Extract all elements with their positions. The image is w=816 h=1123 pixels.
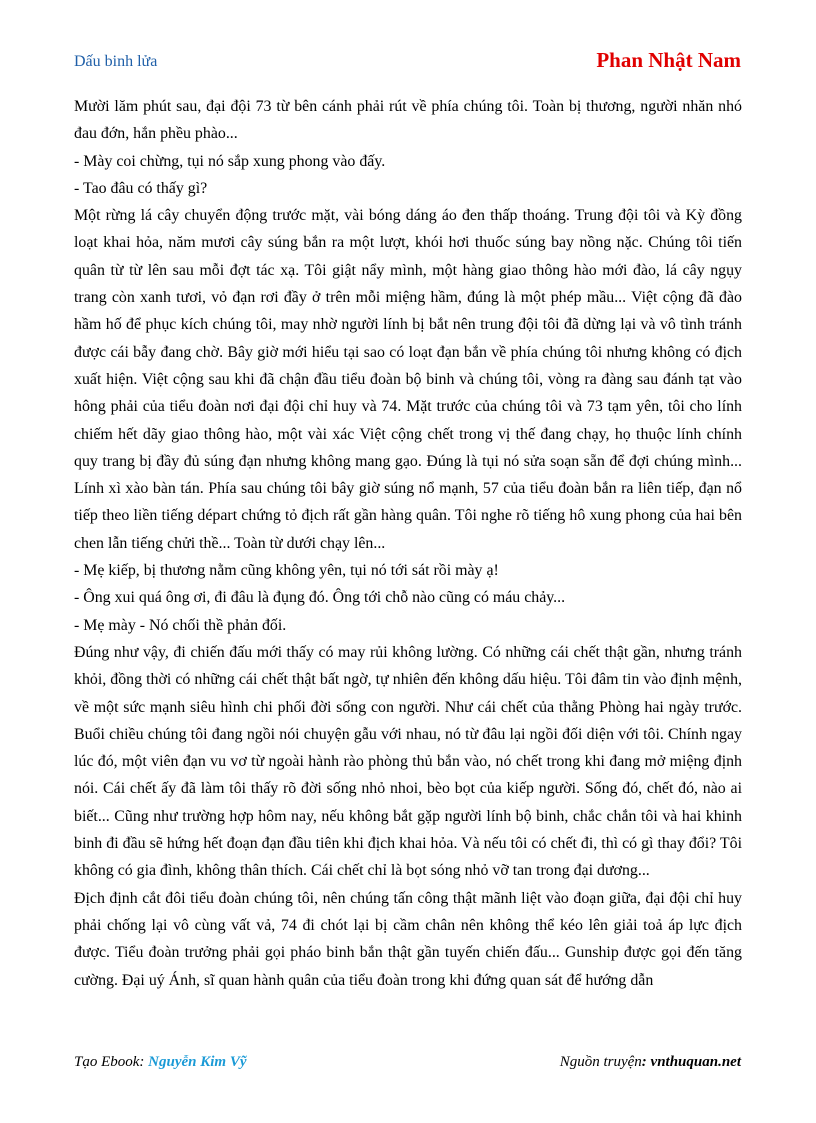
paragraph: Mười lăm phút sau, đại đội 73 từ bên cánh phải rút về phía chúng tôi. Toàn bị thương, người nhăn nhó đau đớn, hắn phều phào...	[74, 98, 742, 143]
page-footer	[74, 1054, 741, 1078]
ebook-separator: :	[139, 1054, 149, 1070]
book-title: Dấu binh lửa	[74, 53, 158, 70]
source-site: vnthuquan.net	[650, 1054, 741, 1070]
ebook-credit	[74, 1054, 247, 1071]
paragraph: - Ông xui quá ông ơi, đi đâu là đụng đó. Ông tới chỗ nào cũng có máu chảy...	[74, 589, 566, 607]
ebook-label: Tạo Ebook	[74, 1054, 140, 1070]
paragraph: - Mày coi chừng, tụi nó sắp xung phong vào đấy.	[74, 152, 386, 170]
paragraph: Đúng như vậy, đi chiến đấu mới thấy có may rủi không lường. Có những cái chết thật gần, nhưng tránh khỏi, đồng thời có những cái chết thật bất ngờ, tự nhiên đến không dấu hiệu. Tôi đâm tin vào định mệnh, về một sức mạnh siêu hình chi phối đời sống con người. Như cái chết của thằng Phòng hai ngày trước. Buổi chiều chúng tôi đang ngồi nói chuyện gẫu với nhau, nó từ đâu lại ngồi đối diện với tôi. Chính ngay lúc đó, một viên đạn vu vơ từ ngoài hành rào phòng thủ bắn vào, nó chết trong khi đang mở miệng định nói. Cái chết ấy đã làm tôi thấy rõ đời sống nhỏ nhoi, bèo bọt của kiếp người. Sống đó, chết đó, nào ai biết... Cũng như trường hợp hôm nay, nếu không bắt gặp người lính bộ binh, chắc chắn tôi và hai khinh binh đi đầu sẽ hứng hết đoạn đạn đầu tiên khi địch khai hỏa. Và nếu tôi có chết đi, thì có gì thay đổi? Tôi không có gia đình, không thân thích. Cái chết chỉ là bọt sóng nhỏ vỡ tan trong đại dương...	[74, 643, 742, 880]
page-header	[74, 48, 741, 78]
source-credit	[560, 1054, 741, 1071]
paragraph: - Mẹ mày - Nó chối thề phản đối.	[74, 616, 287, 634]
author-name: Phan Nhật Nam	[596, 48, 741, 72]
paragraph: Địch định cắt đôi tiểu đoàn chúng tôi, nên chúng tấn công thật mãnh liệt vào đoạn giữa, đại đội chỉ huy phải chống lại vô cùng vất vả, 74 đi chót lại bị cầm chân nên không thể kéo lên giải toả áp lực địch được. Tiểu đoàn trưởng phải gọi pháo binh bắn thật gần tuyến chiến đấu... Gunship được gọi đến tăng cường. Đại uý Ánh, sĩ quan hành quân của tiểu đoàn trong khi đứng quan sát để hướng dẫn	[74, 889, 742, 989]
source-label: Nguồn truyện	[559, 1054, 642, 1070]
paragraph: - Mẹ kiếp, bị thương nằm cũng không yên, tụi nó tới sát rồi mày ạ!	[74, 562, 499, 580]
source-separator: :	[641, 1054, 651, 1070]
paragraph: - Tao đâu có thấy gì?	[74, 179, 208, 197]
body-text	[74, 93, 742, 994]
ebook-creator: Nguyễn Kim Vỹ	[148, 1054, 247, 1070]
paragraph: Một rừng lá cây chuyển động trước mặt, vài bóng dáng áo đen thấp thoáng. Trung đội tôi và Kỳ đồng loạt khai hỏa, năm mươi cây súng bắn ra một lượt, khói hơi thuốc súng bay nồng nặc. Chúng tôi tiến quân từ từ lên sau mỗi đợt tác xạ. Tôi giật nẩy mình, một hàng giao thông hào mới đào, lá cây ngụy trang còn xanh tươi, vỏ đạn rơi đầy ở trên mỗi miệng hầm, đúng là một phép mầu... Việt cộng đã đào hầm hố để phục kích chúng tôi, may nhờ người lính bị bắt nên trung đội tôi đã dừng lại và vô tình tránh được cái bẫy đang chờ. Bây giờ mới hiểu tại sao có loạt đạn bắn về phía chúng tôi nhưng không có địch xuất hiện. Việt cộng sau khi đã chận đầu tiểu đoàn bộ binh và chúng tôi, vòng ra đàng sau đánh tạt vào hông phải của tiểu đoàn nơi đại đội chỉ huy và 74. Mặt trước của chúng tôi và 73 tạm yên, tôi cho lính chiếm hết dãy giao thông hào, một vài xác Việt cộng chết trong vị thế đang chạy, họ thuộc lính chính quy trang bị đầy đủ súng đạn nhưng không mang gạo. Đúng là tụi nó sửa soạn sẵn để đợi chúng mình... Lính xì xào bàn tán. Phía sau chúng tôi bây giờ súng nổ mạnh, 57 của tiểu đoàn bắn ra liên tiếp, đạn nổ tiếp theo liền tiếng départ chứng tỏ địch rất gần hàng quân. Tôi nghe rõ tiếng hô xung phong của hai bên chen lẫn tiếng chửi thề... Toàn từ dưới chạy lên...	[74, 207, 742, 552]
